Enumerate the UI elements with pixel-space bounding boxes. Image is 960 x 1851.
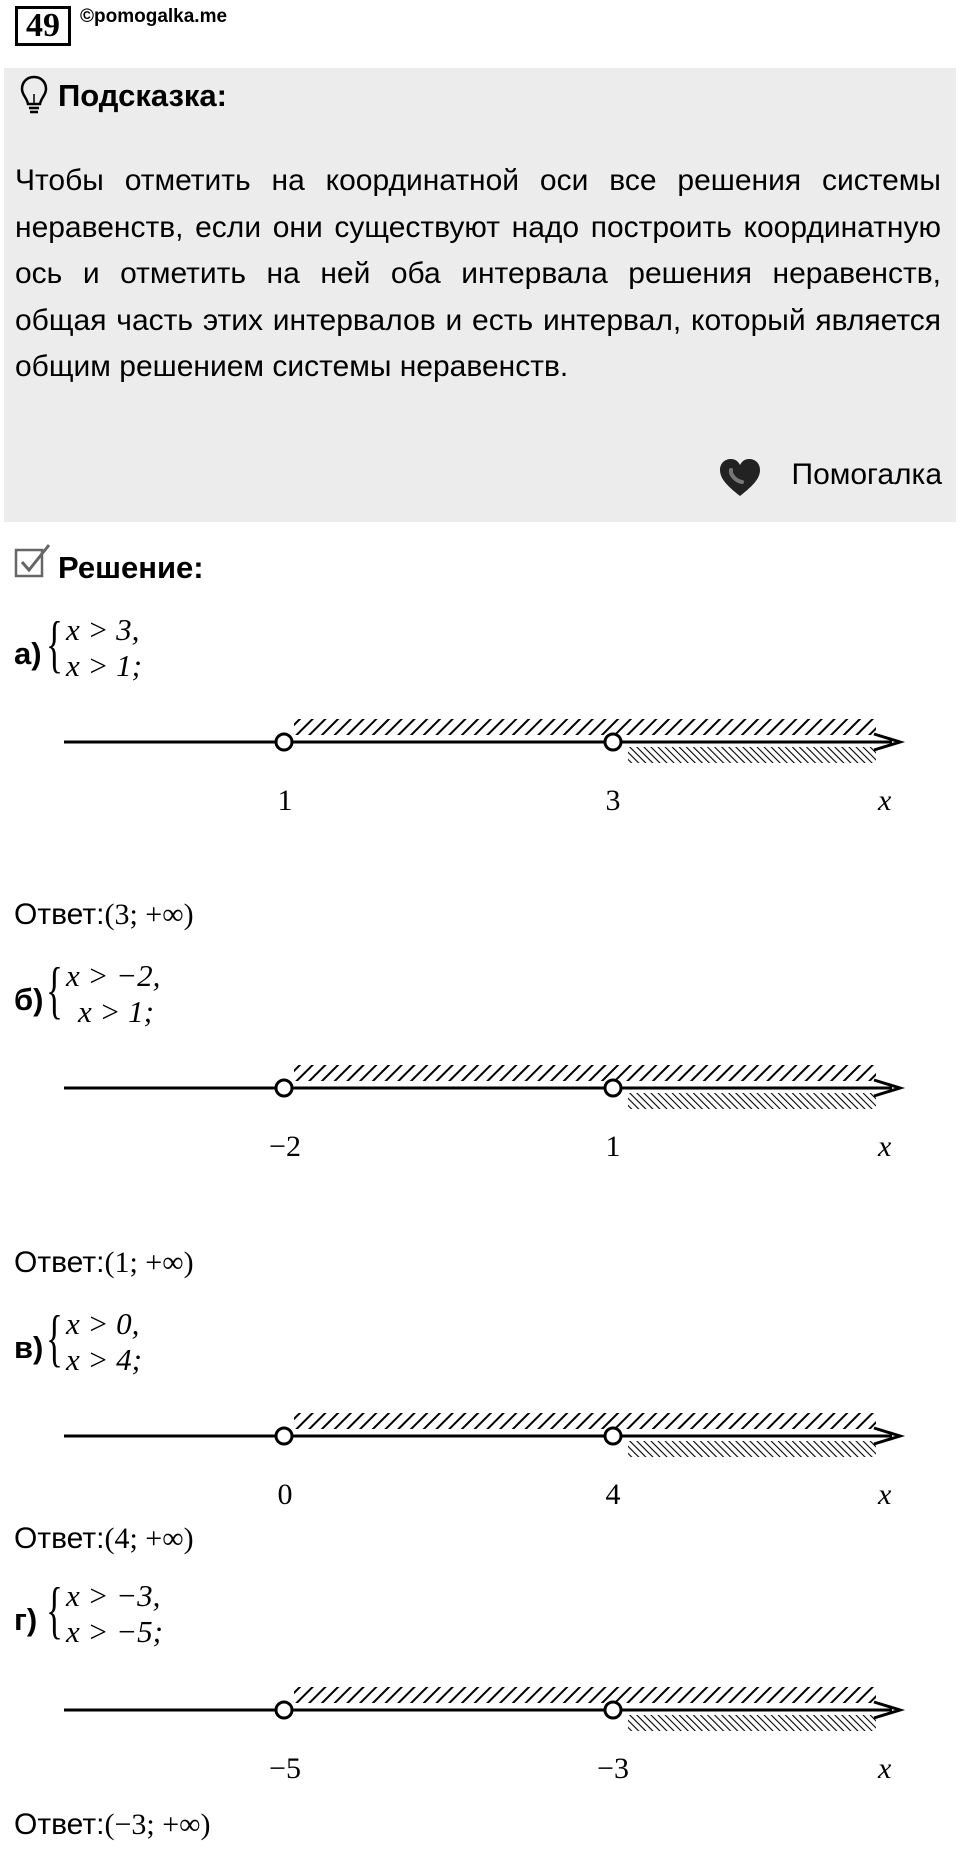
answer-prefix: Ответ: xyxy=(14,1522,105,1555)
answer-prefix: Ответ: xyxy=(14,1808,105,1841)
hatch-lower xyxy=(628,1093,876,1109)
axis-label: x xyxy=(878,1752,892,1785)
answer xyxy=(14,1808,211,1842)
system-brace: { xyxy=(46,1574,63,1645)
lightbulb-icon xyxy=(18,74,50,116)
inequality-line-2: x > −5; xyxy=(66,1614,163,1649)
tick-label-right: −3 xyxy=(597,1752,629,1785)
tick-label-right: 3 xyxy=(605,784,621,817)
part-label: в) xyxy=(14,1330,44,1365)
number-line xyxy=(0,1406,960,1466)
solution-title: Решение: xyxy=(58,550,204,585)
answer-value: (3; +∞) xyxy=(104,898,194,931)
checkbox-icon xyxy=(14,542,52,580)
inequality-system xyxy=(66,1306,142,1378)
answer xyxy=(14,1246,194,1280)
answer xyxy=(14,1522,194,1556)
axis-label: x xyxy=(878,1130,892,1163)
hint-title: Подсказка: xyxy=(58,78,227,113)
open-point-right xyxy=(605,734,621,750)
open-point-right xyxy=(605,1702,621,1718)
inequality-line-1: x > 3, xyxy=(66,612,140,647)
site-name: ©pomogalka.me xyxy=(80,6,228,27)
number-line xyxy=(0,1680,960,1740)
open-point-left xyxy=(276,1428,292,1444)
inequality-system xyxy=(66,612,142,684)
hatch-lower xyxy=(628,747,876,763)
open-point-left xyxy=(276,1702,292,1718)
inequality-line-2: x > 1; xyxy=(78,994,155,1029)
system-brace: { xyxy=(46,954,63,1025)
hatch-lower xyxy=(628,1441,876,1457)
number-line xyxy=(0,712,960,772)
tick-label-left: 1 xyxy=(277,784,293,817)
open-point-left xyxy=(276,734,292,750)
tick-label-left: −2 xyxy=(269,1130,301,1163)
tick-label-right: 4 xyxy=(605,1478,621,1511)
inequality-system xyxy=(66,958,160,1030)
open-point-left xyxy=(276,1080,292,1096)
answer-prefix: Ответ: xyxy=(14,898,105,931)
inequality-line-2: x > 1; xyxy=(66,648,143,683)
axis-label: x xyxy=(878,1478,892,1511)
heart-icon xyxy=(718,458,762,498)
problem-number: 49 xyxy=(15,6,71,46)
inequality-line-1: x > 0, xyxy=(66,1306,140,1341)
number-line xyxy=(0,1058,960,1118)
tick-label-right: 1 xyxy=(605,1130,621,1163)
inequality-system xyxy=(66,1578,163,1650)
hatch-upper xyxy=(294,1413,876,1429)
system-brace: { xyxy=(46,1302,63,1373)
open-point-right xyxy=(605,1428,621,1444)
hatch-upper xyxy=(294,1065,876,1081)
inequality-line-2: x > 4; xyxy=(66,1342,143,1377)
tick-label-left: −5 xyxy=(269,1752,301,1785)
open-point-right xyxy=(605,1080,621,1096)
hint-text: Чтобы отметить на координатной оси все решения системы неравенств, если они существуют надо построить координатную ось и отметить на ней оба интервала решения неравенств, общая часть этих интервалов и есть интервал, который является общим решением системы неравенств. xyxy=(15,164,941,383)
answer-prefix: Ответ: xyxy=(14,1246,105,1279)
brand-name: Помогалка xyxy=(791,458,942,491)
part-label: г) xyxy=(14,1602,38,1637)
axis-label: x xyxy=(878,784,892,817)
tick-label-left: 0 xyxy=(277,1478,293,1511)
part-label: б) xyxy=(14,982,44,1017)
inequality-line-1: x > −3, xyxy=(66,1578,161,1613)
part-label: а) xyxy=(14,636,42,671)
answer xyxy=(14,898,194,932)
answer-value: (4; +∞) xyxy=(104,1522,194,1555)
hatch-upper xyxy=(294,1687,876,1703)
hatch-upper xyxy=(294,719,876,735)
hatch-lower xyxy=(628,1715,876,1731)
answer-value: (−3; +∞) xyxy=(104,1808,211,1841)
system-brace: { xyxy=(46,608,63,679)
answer-value: (1; +∞) xyxy=(104,1246,194,1279)
inequality-line-1: x > −2, xyxy=(66,958,161,993)
